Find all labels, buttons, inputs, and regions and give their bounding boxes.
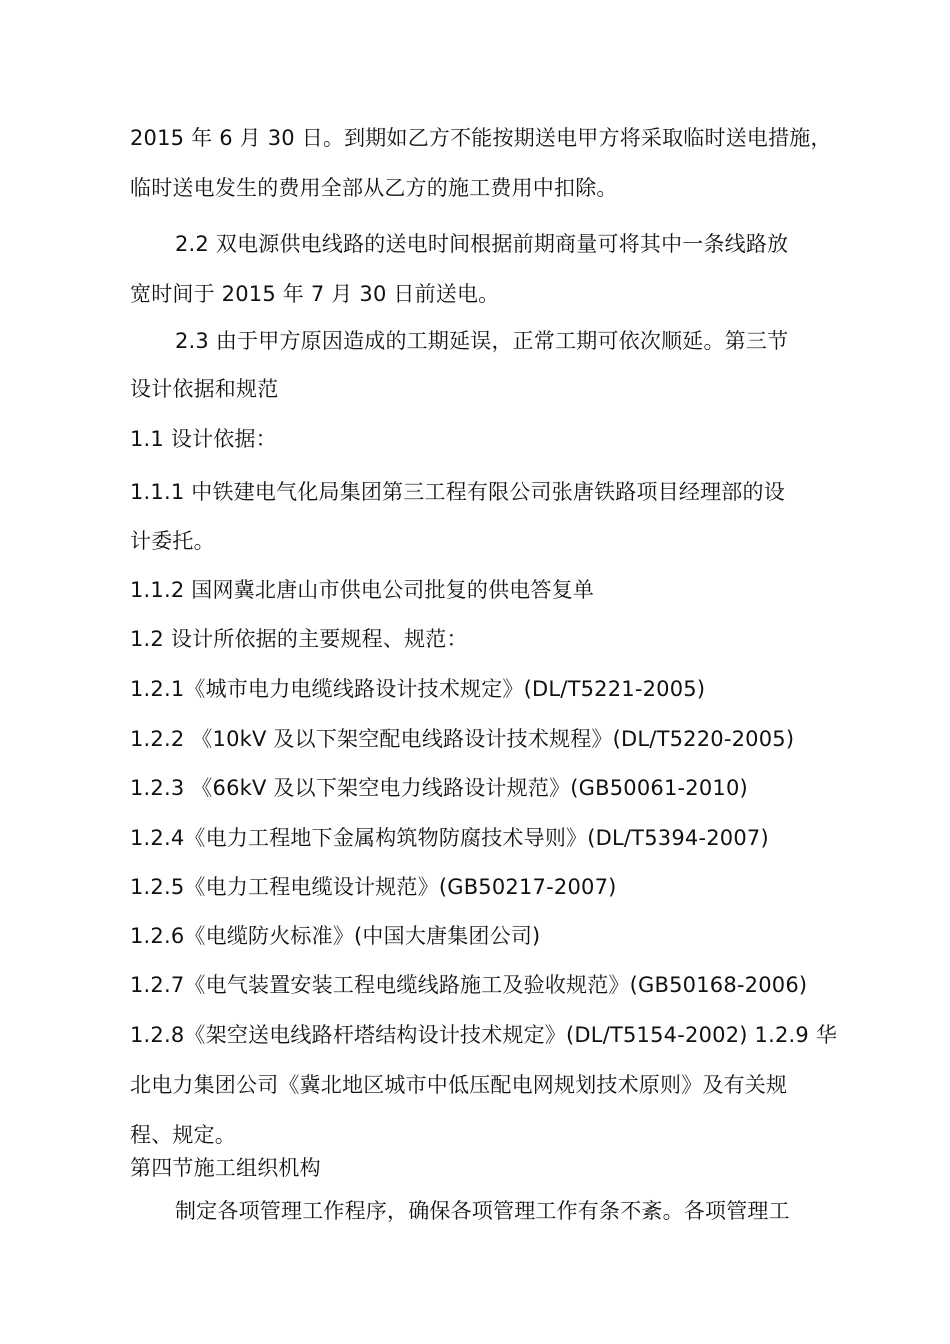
standard-item: 1.2.4《电力工程地下金属构筑物防腐技术导则》(DL/T5394-2007) [130,826,769,850]
paragraph-line: 1.1.1 中铁建电气化局集团第三工程有限公司张唐铁路项目经理部的设 [130,480,785,504]
paragraph-line: 2.3 由于甲方原因造成的工期延误，正常工期可依次顺延。第三节 [175,329,789,353]
standard-item: 1.2.8《架空送电线路杆塔结构设计技术规定》(DL/T5154-2002) 1.2.9 华 [130,1023,838,1047]
heading-design-basis: 1.1 设计依据： [130,427,277,451]
paragraph-line: 设计依据和规范 [130,377,279,401]
paragraph-line: 制定各项管理工作程序，确保各项管理工作有条不紊。各项管理工 [175,1199,790,1223]
paragraph-line: 2.2 双电源供电线路的送电时间根据前期商量可将其中一条线路放 [175,232,789,256]
standard-item: 1.2.6《电缆防火标准》(中国大唐集团公司) [130,924,541,948]
standard-item: 1.2.3 《66kV 及以下架空电力线路设计规范》(GB50061-2010) [130,776,748,800]
paragraph-line: 程、规定。 [130,1123,236,1147]
standard-item: 1.2.7《电气装置安装工程电缆线路施工及验收规范》(GB50168-2006) [130,973,808,997]
paragraph-line: 临时送电发生的费用全部从乙方的施工费用中扣除。 [130,176,618,200]
paragraph-line: 1.1.2 国网冀北唐山市供电公司批复的供电答复单 [130,578,595,602]
standard-item: 1.2.5《电力工程电缆设计规范》(GB50217-2007) [130,875,617,899]
heading-standards: 1.2 设计所依据的主要规程、规范： [130,627,468,651]
section-heading: 第四节施工组织机构 [130,1156,321,1180]
standard-item: 1.2.2 《10kV 及以下架空配电线路设计技术规程》(DL/T5220-2005) [130,727,795,751]
standard-item: 1.2.1《城市电力电缆线路设计技术规定》(DL/T5221-2005) [130,677,706,701]
paragraph-line: 计委托。 [130,529,215,553]
paragraph-line: 北电力集团公司《冀北地区城市中低压配电网规划技术原则》及有关规 [130,1073,788,1097]
paragraph-line: 宽时间于 2015 年 7 月 30 日前送电。 [130,282,500,306]
paragraph-line: 2015 年 6 月 30 日。到期如乙方不能按期送电甲方将采取临时送电措施， [130,126,832,150]
